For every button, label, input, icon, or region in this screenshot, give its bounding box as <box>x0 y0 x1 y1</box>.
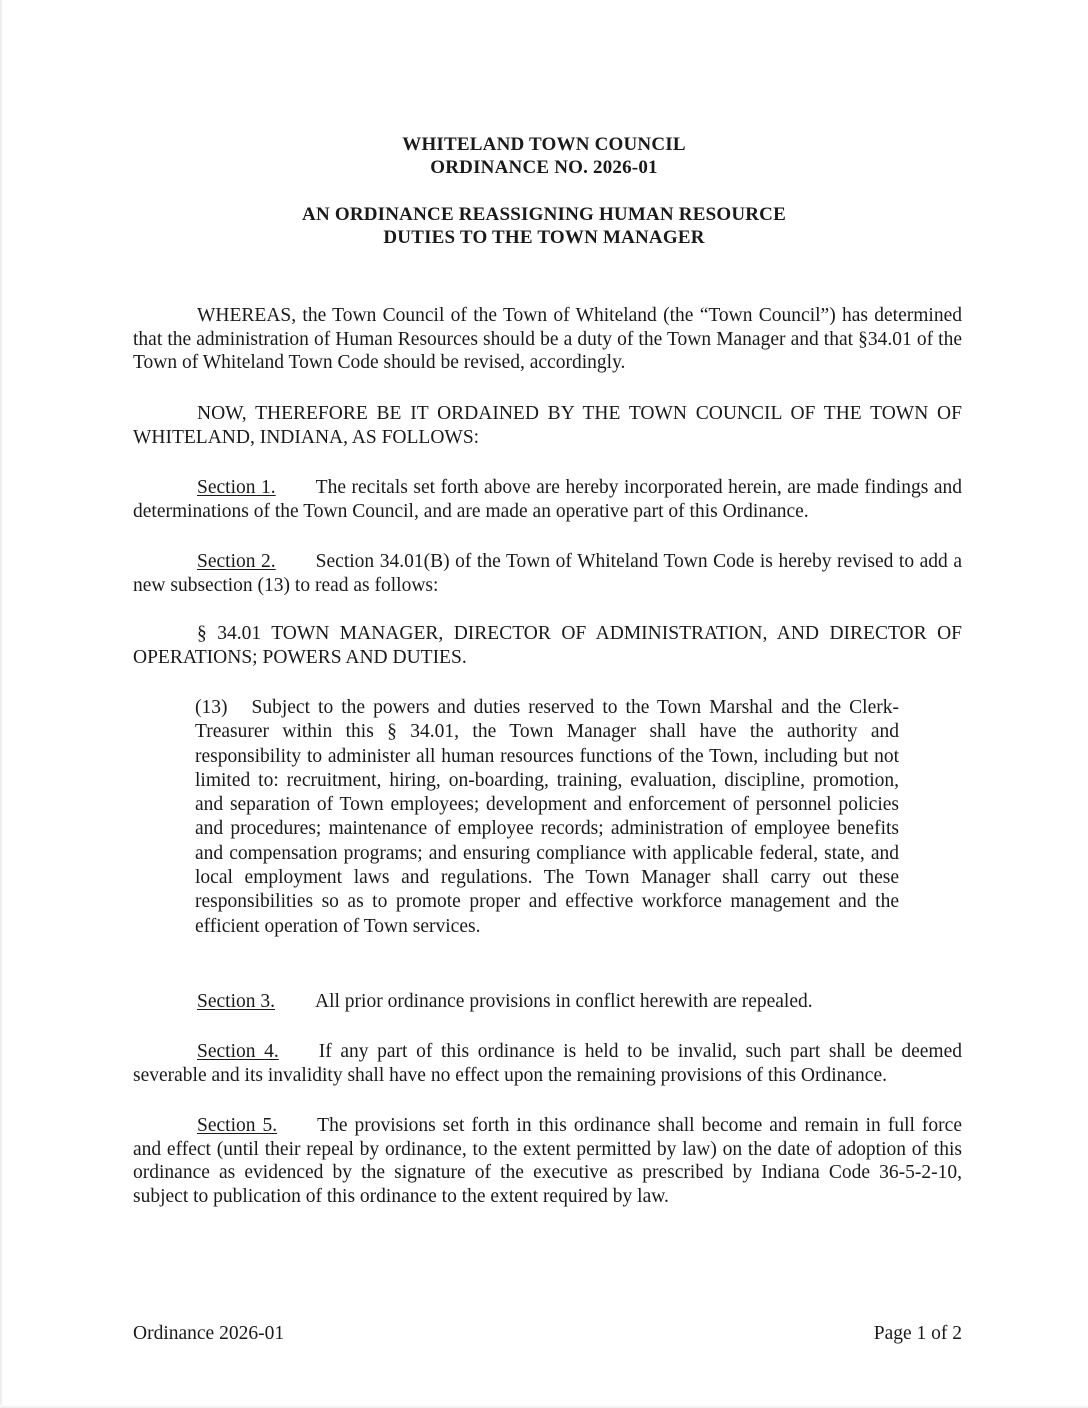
subsection-text: Subject to the powers and duties reserved to the Town Marshal and the Clerk-Treasurer within this § 34.01, the Town Manager shall have the authority and responsibility to administer all human resources functions of the Town, including but not limited to: recruitment, hiring, on-boarding, training, evaluation, discipline, promotion, and separation of Town employees; development and enforcement of personnel policies and procedures; maintenance of employee records; administration of employee benefits and compensation programs; and ensuring compliance with applicable federal, state, and local employment laws and regulations. The Town Manager shall carry out these responsibilities so as to promote proper and effective workforce management and the efficient operation of Town services. <box>195 697 899 937</box>
section-1-label: Section 1. <box>197 477 276 498</box>
section-2-label: Section 2. <box>197 551 276 572</box>
section-5-text: The provisions set forth in this ordinance shall become and remain in full force and effect (until their repeal by ordinance, to the extent permitted by law) on the date of adoption of this ordinance as evidenced by the signature of the executive as prescribed by Indiana Code 36-5-2-10, subject to publication of this ordinance to the extent required by law. <box>133 1115 962 1207</box>
subsection-13 <box>195 696 899 939</box>
section-5-label: Section 5. <box>197 1115 278 1136</box>
code-section-heading <box>133 622 962 669</box>
section-4 <box>133 1040 962 1087</box>
section-1 <box>133 476 962 523</box>
ordained-text: NOW, THEREFORE BE IT ORDAINED BY THE TOWN COUNCIL OF THE TOWN OF WHITELAND, INDIANA, AS FOLLOWS: <box>133 403 962 448</box>
ordinance-number: ORDINANCE NO. 2026-01 <box>430 157 658 178</box>
section-4-label: Section 4. <box>197 1041 279 1062</box>
section-2 <box>133 550 962 597</box>
footer-page-number: Page 1 of 2 <box>873 1323 962 1344</box>
whereas-text: WHEREAS, the Town Council of the Town of Whiteland (the “Town Council”) has determined that the administration of Human Resources should be a duty of the Town Manager and that §34.01 of the Town of Whiteland Town Code should be revised, accordingly. <box>133 305 962 373</box>
ordained-clause <box>133 402 962 449</box>
whereas-clause <box>133 304 962 375</box>
ordinance-title-line-1: AN ORDINANCE REASSIGNING HUMAN RESOURCE <box>302 204 786 225</box>
section-5 <box>133 1114 962 1208</box>
ordinance-title <box>0 203 1088 249</box>
section-3-label: Section 3. <box>197 991 275 1012</box>
ordinance-title-line-2: DUTIES TO THE TOWN MANAGER <box>383 227 705 248</box>
section-4-text: If any part of this ordinance is held to be invalid, such part shall be deemed severable and its invalidity shall have no effect upon the remaining provisions of this Ordinance. <box>133 1041 962 1086</box>
council-name: WHITELAND TOWN COUNCIL <box>402 134 686 155</box>
subsection-number: (13) <box>195 697 228 718</box>
code-heading-text: § 34.01 TOWN MANAGER, DIRECTOR OF ADMINISTRATION, AND DIRECTOR OF OPERATIONS; POWERS AND DUTIES. <box>133 623 962 668</box>
section-2-text: Section 34.01(B) of the Town of Whiteland Town Code is hereby revised to add a new subsection (13) to read as follows: <box>133 551 962 596</box>
document-header <box>0 133 1088 179</box>
section-1-text: The recitals set forth above are hereby incorporated herein, are made findings and determinations of the Town Council, and are made an operative part of this Ordinance. <box>133 477 963 522</box>
section-3-text: All prior ordinance provisions in conflict herewith are repealed. <box>315 991 813 1012</box>
footer-ordinance-id: Ordinance 2026-01 <box>133 1323 285 1344</box>
section-3 <box>133 990 962 1014</box>
